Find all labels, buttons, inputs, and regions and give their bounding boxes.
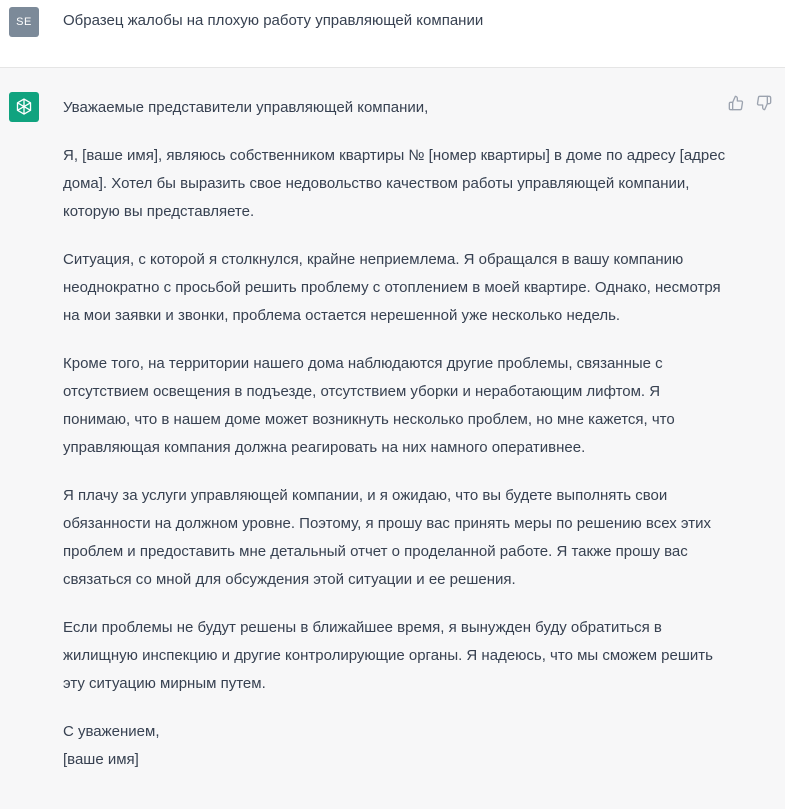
signature-line: [ваше имя] (63, 751, 139, 768)
thumbs-up-icon[interactable] (727, 94, 745, 112)
paragraph: Уважаемые представители управляющей компании, (63, 99, 429, 116)
paragraph: Ситуация, с которой я столкнулся, крайне неприемлема. Я обращался в вашу компанию неоднократно с просьбой решить проблему с отоплением в моей квартире. Однако, несмотря на мои заявки и звонки, проблема остается нерешенной уже несколько недель. (63, 251, 721, 324)
user-avatar: SE (9, 7, 39, 37)
openai-logo-icon (9, 92, 39, 122)
assistant-message-text (63, 94, 728, 774)
paragraph: Я, [ваше имя], являюсь собственником квартиры № [номер квартиры] в доме по адресу [адрес дома]. Хотел бы выразить свое недовольство качеством работы управляющей компании, которую вы представляете. (63, 147, 726, 220)
user-message-row (0, 0, 785, 68)
feedback-buttons (727, 94, 773, 112)
user-message-text: Образец жалобы на плохую работу управляющей компании (63, 12, 484, 29)
thumbs-down-icon[interactable] (755, 94, 773, 112)
paragraph: Если проблемы не будут решены в ближайшее время, я вынужден буду обратиться в жилищную инспекцию и другие контролирующие органы. Я надеюсь, что мы сможем решить эту ситуацию мирным путем. (63, 619, 713, 692)
closing-line: С уважением, (63, 723, 160, 740)
assistant-message-row (0, 68, 785, 809)
paragraph: Я плачу за услуги управляющей компании, и я ожидаю, что вы будете выполнять свои обязанности на должном уровне. Поэтому, я прошу вас принять меры по решению всех этих проблем и предоставить мне детальный отчет о проделанной работе. Я также прошу вас связаться со мной для обсуждения этой ситуации и ее решения. (63, 487, 711, 588)
paragraph: Кроме того, на территории нашего дома наблюдаются другие проблемы, связанные с отсутствием освещения в подъезде, отсутствием уборки и неработающим лифтом. Я понимаю, что в нашем доме может возникнуть несколько проблем, но мне кажется, что управляющая компания должна реагировать на них намного оперативнее. (63, 355, 675, 456)
